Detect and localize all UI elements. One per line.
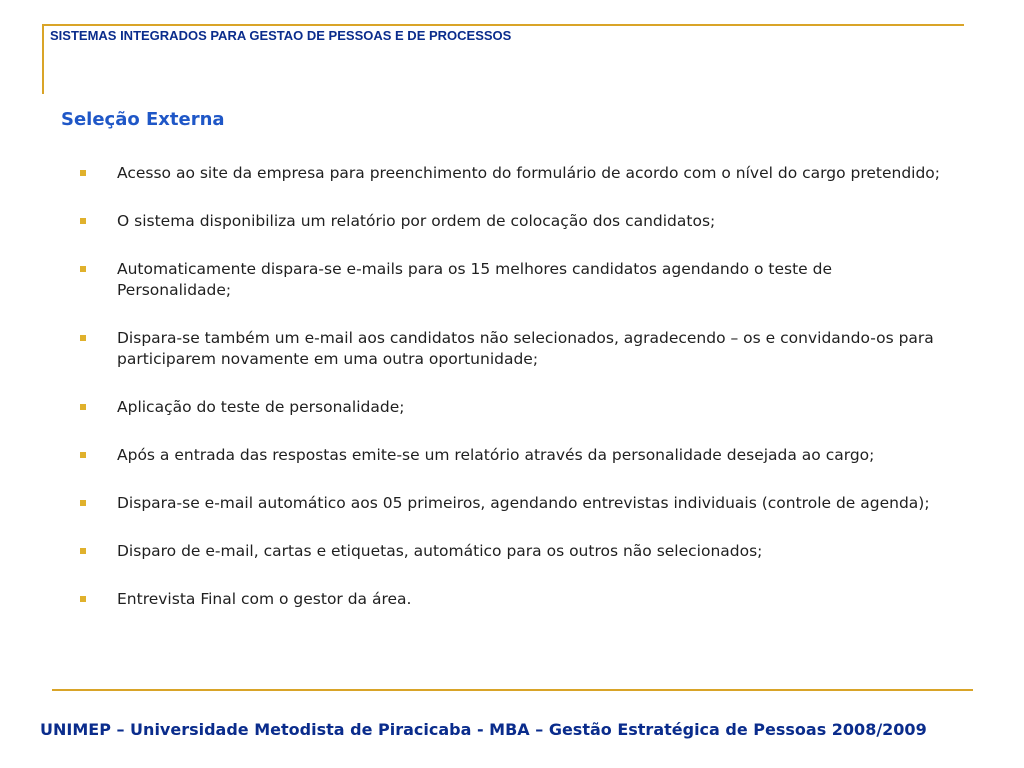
bullet-text: Acesso ao site da empresa para preenchimento do formulário de acordo com o nível do cargo pretendido;	[117, 164, 941, 182]
bullet-text: Automaticamente dispara-se e-mails para os 15 melhores candidatos agendando o teste de Personalidade;	[117, 260, 832, 299]
section-title: Seleção Externa	[61, 109, 225, 130]
bullet-item	[80, 163, 950, 184]
square-bullet-icon	[80, 170, 86, 176]
footer-rule	[52, 689, 973, 691]
bullet-text: Disparo de e-mail, cartas e etiquetas, automático para os outros não selecionados;	[117, 542, 763, 560]
square-bullet-icon	[80, 335, 86, 341]
bullet-item	[80, 211, 950, 232]
header-side-rule	[42, 24, 44, 94]
bullet-item	[80, 328, 950, 370]
square-bullet-icon	[80, 404, 86, 410]
bullet-text: Após a entrada das respostas emite-se um relatório através da personalidade desejada ao cargo;	[117, 446, 875, 464]
bullet-item	[80, 493, 950, 514]
bullet-text: Dispara-se também um e-mail aos candidatos não selecionados, agradecendo – os e convidando-os para participarem novamente em uma outra oportunidade;	[117, 329, 934, 368]
square-bullet-icon	[80, 500, 86, 506]
square-bullet-icon	[80, 596, 86, 602]
bullet-list	[80, 163, 950, 637]
header-rule	[42, 24, 964, 26]
bullet-item	[80, 445, 950, 466]
bullet-item	[80, 589, 950, 610]
bullet-item	[80, 259, 950, 301]
bullet-item	[80, 397, 950, 418]
bullet-text: Dispara-se e-mail automático aos 05 primeiros, agendando entrevistas individuais (controle de agenda);	[117, 494, 930, 512]
square-bullet-icon	[80, 218, 86, 224]
bullet-text: Aplicação do teste de personalidade;	[117, 398, 405, 416]
bullet-text: Entrevista Final com o gestor da área.	[117, 590, 412, 608]
bullet-item	[80, 541, 950, 562]
square-bullet-icon	[80, 266, 86, 272]
header-title: SISTEMAS INTEGRADOS PARA GESTAO DE PESSOAS E DE PROCESSOS	[50, 28, 512, 43]
footer-text: UNIMEP – Universidade Metodista de Piracicaba - MBA – Gestão Estratégica de Pessoas 2008/2009	[40, 720, 927, 739]
square-bullet-icon	[80, 548, 86, 554]
bullet-text: O sistema disponibiliza um relatório por ordem de colocação dos candidatos;	[117, 212, 716, 230]
square-bullet-icon	[80, 452, 86, 458]
